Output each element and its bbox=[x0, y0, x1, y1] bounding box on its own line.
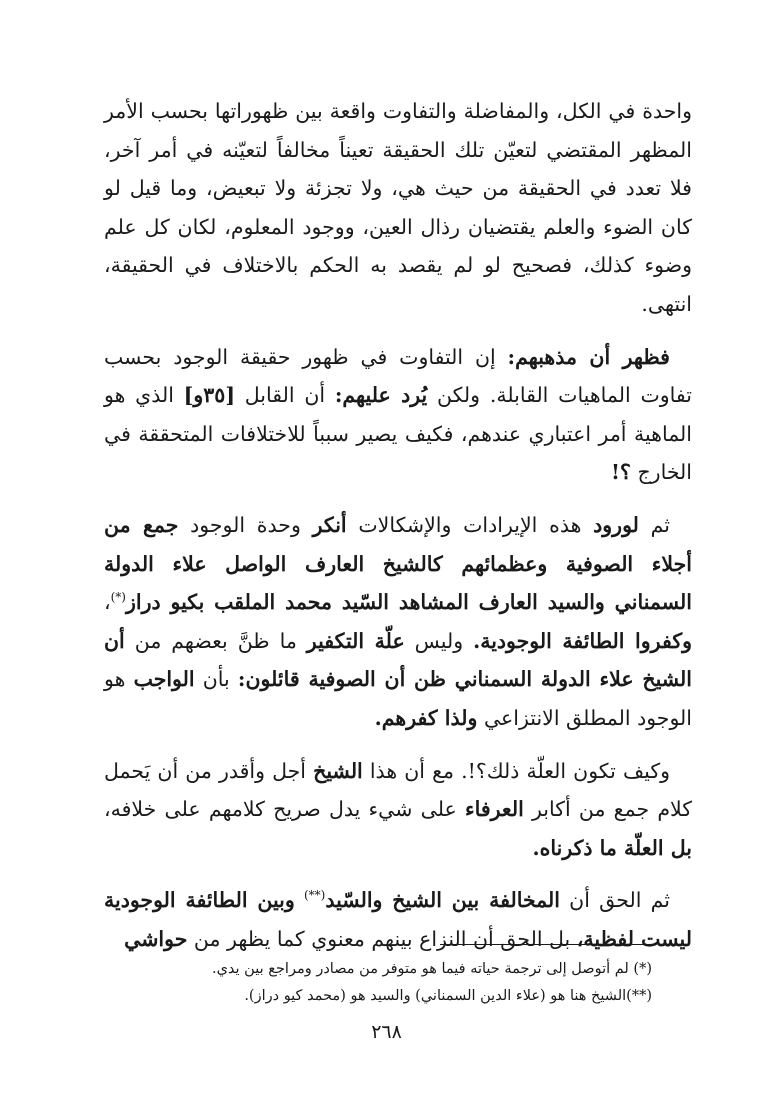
text-run: وليس bbox=[404, 628, 474, 653]
text-run: ثم الحق أن bbox=[559, 888, 670, 913]
bold-text-run: ولذا كفرهم. bbox=[374, 705, 478, 730]
bold-text-run: أن الشيخ علاء الدولة السمناني ظن أن الصوفية قائلون: bbox=[104, 628, 692, 692]
text-run: أن القابل bbox=[235, 383, 335, 408]
paragraph bbox=[104, 506, 692, 738]
text-run: ما ظنَّ بعضهم من bbox=[124, 628, 307, 653]
text-run: أجل وأقدر من أن يَحمل كلام جمع من أكابر bbox=[104, 758, 692, 822]
bold-text-run: وكفروا الطائفة الوجودية. bbox=[473, 628, 692, 653]
text-run: هذه الإيرادات والإشكالات bbox=[346, 512, 594, 537]
bold-text-run: العرفاء bbox=[464, 797, 524, 822]
footnote-marker: (*) bbox=[110, 590, 126, 605]
text-run: إن التفاوت في ظهور حقيقة الوجود بحسب تفاوت الماهيات القابلة. ولكن bbox=[104, 344, 692, 408]
footnote-marker: (**) bbox=[303, 888, 326, 903]
text-run: الذي هو الماهية أمر اعتباري عندهم، فكيف يصير سبباً للاختلافات المتحققة في الخارج bbox=[104, 383, 692, 485]
footnotes-section bbox=[104, 956, 652, 1010]
bold-text-run: علّة التكفير bbox=[306, 628, 405, 653]
bold-text-run: يُرد عليهم: bbox=[334, 383, 428, 408]
text-run: ثم bbox=[638, 512, 670, 537]
text-run: وحدة الوجود bbox=[178, 512, 313, 537]
paragraph bbox=[104, 338, 692, 492]
bold-text-run: أنكر bbox=[312, 512, 347, 537]
bold-text-run: جمع من أجلاء الصوفية وعظمائهم كالشيخ العارف الواصل علاء الدولة السمناني والسيد العارف المشاهد السّيد محمد الملقب بكيو دراز bbox=[104, 512, 692, 615]
bold-text-run: [٣٥و] bbox=[183, 383, 236, 408]
text-run: بل الحق أن النزاع بينهم معنوي كما يظهر من bbox=[187, 926, 577, 951]
bold-text-run: وبين الطائفة الوجودية ليست لفظية، bbox=[104, 888, 692, 951]
text-run: بأن bbox=[194, 667, 238, 692]
bold-text-run: ؟! bbox=[611, 460, 631, 485]
text-run: واحدة في الكل، والمفاضلة والتفاوت واقعة بين ظهوراتها بحسب الأمر المظهر المقتضي لتعيّن تلك الحقيقة تعيناً مخالفاً لتعيّنه في أمر آخر، فلا تعدد في الحقيقة من حيث هي، ولا تجزئة ولا تبعيض، وما قيل لو كان الضوء والعلم يقتضيان رذال العين، ووجود المعلوم، لكان كل علم وضوء كذلك، فصحيح لو لم يقصد به الحكم بالاختلاف في الحقيقة، انتهى. bbox=[104, 99, 693, 316]
paragraph bbox=[104, 881, 692, 958]
bold-text-run: فظهر أن مذهبهم: bbox=[507, 344, 670, 369]
text-run: على شيء يدل صريح كلامهم على خلافه، bbox=[104, 797, 465, 822]
bold-text-run: بل العلّة ما ذكرناه. bbox=[532, 835, 692, 860]
paragraph bbox=[104, 92, 692, 324]
text-run: هو الوجود المطلق الانتزاعي bbox=[104, 667, 692, 730]
main-text-body bbox=[104, 92, 692, 972]
bold-text-run: حواشي bbox=[124, 926, 188, 951]
bold-text-run: الشيخ bbox=[313, 758, 363, 783]
bold-text-run: لورود bbox=[593, 512, 639, 537]
footnote-separator-line bbox=[440, 944, 652, 945]
text-run bbox=[295, 888, 304, 912]
text-run: وكيف تكون العلّة ذلك؟!. مع أن هذا bbox=[362, 758, 671, 783]
bold-text-run: المخالفة بين الشيخ والسّيد bbox=[325, 888, 560, 913]
page-number: ٢٦٨ bbox=[371, 1021, 402, 1043]
paragraph bbox=[104, 752, 692, 868]
bold-text-run: الواجب bbox=[133, 667, 195, 692]
footnote: (*) لم أتوصل إلى ترجمة حياته فيما هو متوفر من مصادر ومراجع بين يدي. bbox=[211, 961, 652, 977]
footnote: (**)الشيخ هنا هو (علاء الدين السمناني) والسيد هو (محمد كيو دراز). bbox=[244, 988, 652, 1004]
text-run: ، bbox=[104, 590, 111, 615]
